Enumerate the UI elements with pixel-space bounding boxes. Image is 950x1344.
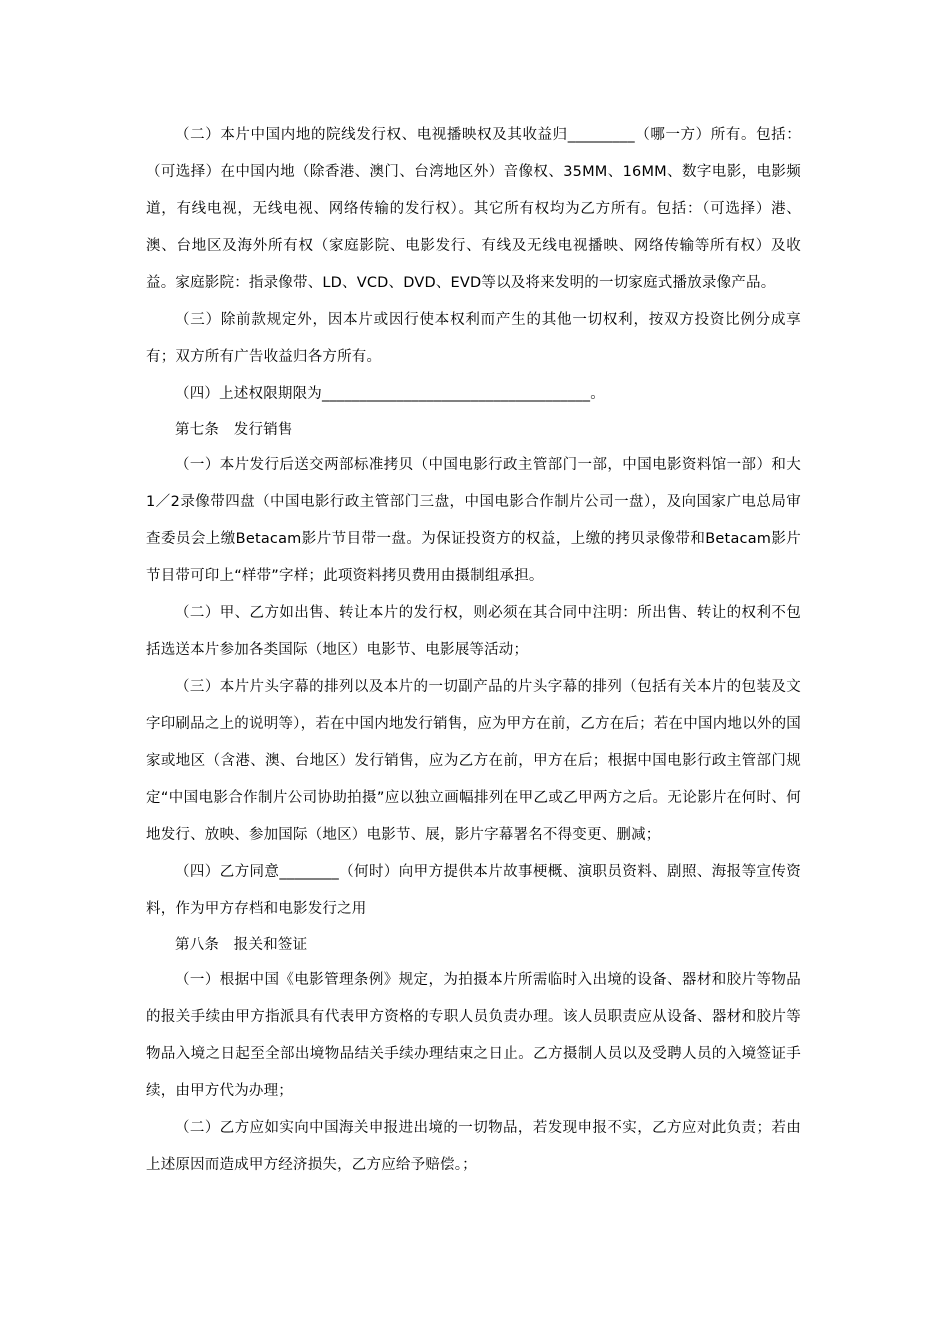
paragraph-promo-materials: （四）乙方同意________（何时）向甲方提供本片故事梗概、演职员资料、剧照、海报等宣传资料，作为甲方存档和电影发行之用 [146,864,801,917]
paragraph-copies-submission: （一）本片发行后送交两部标准拷贝（中国电影行政主管部门一部，中国电影资料馆一部）和大1／2录像带四盘（中国电影行政主管部门三盘，中国电影合作制片公司一盘），及向国家广电总局审查委员会上缴Betacam影片节目带一盘。为保证投资方的权益，上缴的拷贝录像带和Betacam影片节目带可印上“样带”字样；此项资料拷贝费用由摄制组承担。 [146,457,801,584]
paragraph-rights-term: （四）上述权限期限为____________________________________。 [175,386,605,402]
heading-article-8: 第八条 报关和签证 [175,937,308,953]
document-body [146,117,801,1184]
paragraph-customs-declaration: （二）乙方应如实向中国海关申报进出境的一切物品，若发现申报不实，乙方应对此负责；若由上述原因而造成甲方经济损失，乙方应给予赔偿。； [146,1120,801,1173]
paragraph-customs-procedures: （一）根据中国《电影管理条例》规定，为拍摄本片所需临时入出境的设备、器材和胶片等物品的报关手续由甲方指派具有代表甲方资格的专职人员负责办理。该人员职责应从设备、器材和胶片等物品入境之日起至全部出境物品结关手续办理结束之日止。乙方摄制人员以及受聘人员的入境签证手续，由甲方代为办理； [146,972,801,1099]
paragraph-other-rights: （三）除前款规定外，因本片或因行使本权利而产生的其他一切权利，按双方投资比例分成享有；双方所有广告收益归各方所有。 [146,312,801,365]
heading-article-7: 第七条 发行销售 [175,422,293,438]
paragraph-rights-transfer: （二）甲、乙方如出售、转让本片的发行权，则必须在其合同中注明：所出售、转让的权利不包括选送本片参加各类国际（地区）电影节、电影展等活动； [146,605,801,658]
paragraph-credits-order: （三）本片片头字幕的排列以及本片的一切副产品的片头字幕的排列（包括有关本片的包装及文字印刷品之上的说明等），若在中国内地发行销售，应为甲方在前，乙方在后；若在中国内地以外的国家或地区（含港、澳、台地区）发行销售，应为乙方在前，甲方在后；根据中国电影行政主管部门规定“中国电影合作制片公司协助拍摄”应以独立画幅排列在甲乙或乙甲两方之后。无论影片在何时、何地发行、放映、参加国际（地区）电影节、展，影片字幕署名不得变更、删减； [146,679,801,843]
paragraph-rights-mainland: （二）本片中国内地的院线发行权、电视播映权及其收益归_________（哪一方）所有。包括：（可选择）在中国内地（除香港、澳门、台湾地区外）音像权、35MM、16MM、数字电影，电影频道，有线电视，无线电视、网络传输的发行权）。其它所有权均为乙方所有。包括：（可选择）港、澳、台地区及海外所有权（家庭影院、电影发行、有线及无线电视播映、网络传输等所有权）及收益。家庭影院：指录像带、LD、VCD、DVD、EVD等以及将来发明的一切家庭式播放录像产品。 [146,127,801,291]
